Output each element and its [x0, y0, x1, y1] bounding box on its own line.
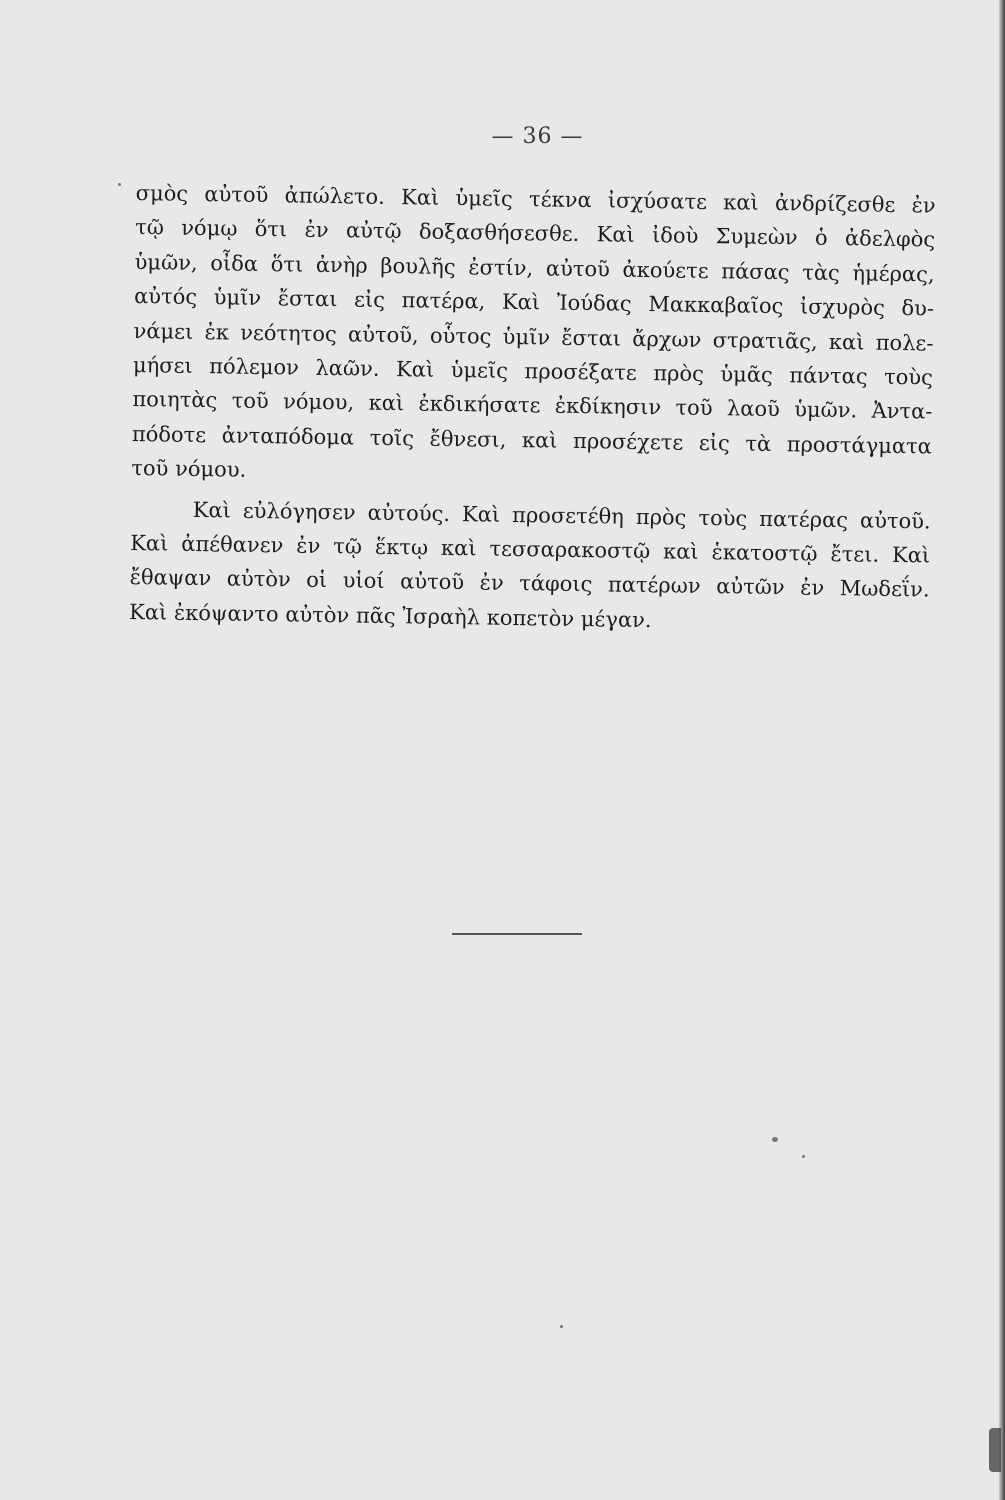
text-line: νάμει ἐκ νεότητος αὐτοῦ, οὗτος ὑμῖν ἔσται ἄρχων στρατιᾶς, καὶ πολε-: [133, 318, 934, 356]
dust-speck: [118, 183, 121, 186]
text-line: τῷ νόμῳ ὅτι ἐν αὐτῷ δοξασθήσεσθε. Καὶ ἰδοὺ Συμεὼν ὁ ἀδελφὸς: [135, 215, 936, 252]
text-line: σμὸς αὐτοῦ ἀπώλετο. Καὶ ὑμεῖς τέκνα ἰσχύσατε καὶ ἀνδρίζεσθε ἐν: [135, 180, 936, 218]
end-rule: [452, 933, 582, 935]
body-text: [129, 176, 936, 642]
paragraph-2: [129, 492, 931, 642]
dust-speck: [772, 1137, 778, 1142]
text-line: Καὶ ἀπέθανεν ἐν τῷ ἕκτῳ καὶ τεσσαρακοστῷ καὶ ἑκατοστῷ ἔτει. Καὶ: [130, 531, 931, 568]
text-line: ὑμῶν, οἶδα ὅτι ἀνὴρ βουλῆς ἐστίν, αὐτοῦ ἀκούετε πάσας τὰς ἡμέρας,: [134, 249, 935, 287]
text-line: ποιητὰς τοῦ νόμου, καὶ ἐκδικήσατε ἐκδίκησιν τοῦ λαοῦ ὑμῶν. Ἀντα-: [132, 387, 933, 424]
text-line: ἔθαψαν αὐτὸν οἱ υἱοί αὐτοῦ ἐν τάφοις πατέρων αὐτῶν ἐν Μωδεΐν.: [129, 565, 930, 602]
text-line: Καὶ εὐλόγησεν αὐτούς. Καὶ προσετέθη πρὸς τοὺς πατέρας αὐτοῦ.: [192, 497, 931, 534]
paragraph-1: [131, 176, 936, 498]
text-line: πόδοτε ἀνταπόδομα τοῖς ἔθνεσι, καὶ προσέχετε εἰς τὰ προστάγματα: [131, 421, 933, 459]
scan-edge-mark: [989, 1428, 1001, 1472]
text-line: μήσει πόλεμον λαῶν. Καὶ ὑμεῖς προσέξατε πρὸς ὑμᾶς πάντας τοὺς: [132, 353, 934, 390]
dust-speck: [802, 1155, 805, 1158]
dust-speck: [560, 1325, 563, 1328]
page-number: — 36 —: [491, 124, 584, 149]
page-edge-shadow: [999, 0, 1005, 1500]
text-line: τοῦ νόμου.: [131, 456, 247, 483]
text-line: Καὶ ἐκόψαντο αὐτὸν πᾶς Ἰσραὴλ κοπετὸν μέγαν.: [128, 599, 652, 633]
text-line: αὐτός ὑμῖν ἔσται εἰς πατέρα, Καὶ Ἰούδας Μακκαβαῖος ἰσχυρὸς δυ-: [133, 284, 935, 321]
